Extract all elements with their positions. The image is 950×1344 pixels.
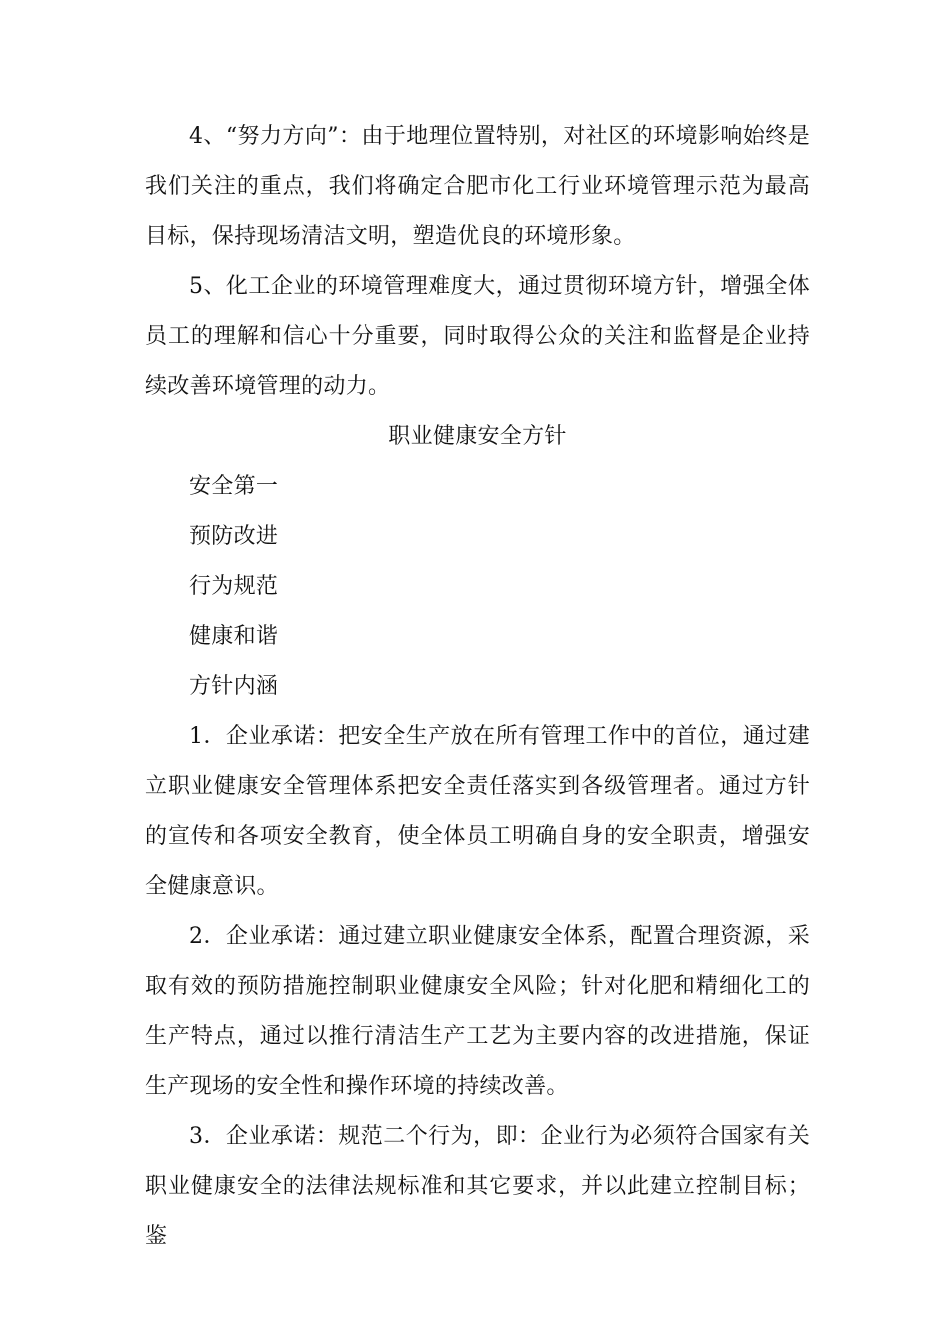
paragraph-direction: 4、“努力方向”：由于地理位置特别，对社区的环境影响始终是我们关注的重点，我们将确定合肥市化工行业环境管理示范为最高目标，保持现场清洁文明，塑造优良的环境形象。 — [145, 124, 810, 249]
paragraph-difficulty: 5、化工企业的环境管理难度大，通过贯彻环境方针，增强全体员工的理解和信心十分重要，同时取得公众的关注和监督是企业持续改善环境管理的动力。 — [145, 274, 810, 399]
policy-item: 预防改进 — [189, 524, 279, 549]
paragraph-commitment-3: 3．企业承诺：规范二个行为，即：企业行为必须符合国家有关职业健康安全的法律法规标准和其它要求，并以此建立控制目标；鉴 — [145, 1124, 810, 1249]
policy-item: 行为规范 — [189, 574, 279, 599]
policy-item: 健康和谐 — [189, 624, 279, 649]
paragraph-commitment-1: 1．企业承诺：把安全生产放在所有管理工作中的首位，通过建立职业健康安全管理体系把安全责任落实到各级管理者。通过方针的宣传和各项安全教育，使全体员工明确自身的安全职责，增强安全健康意识。 — [145, 724, 810, 899]
section-title: 职业健康安全方针 — [388, 424, 567, 449]
document-body — [145, 112, 810, 1262]
policy-item: 安全第一 — [189, 474, 279, 499]
policy-item: 方针内涵 — [189, 674, 279, 699]
paragraph-commitment-2: 2．企业承诺：通过建立职业健康安全体系，配置合理资源，采取有效的预防措施控制职业健康安全风险；针对化肥和精细化工的生产特点，通过以推行清洁生产工艺为主要内容的改进措施，保证生产现场的安全性和操作环境的持续改善。 — [145, 924, 810, 1099]
